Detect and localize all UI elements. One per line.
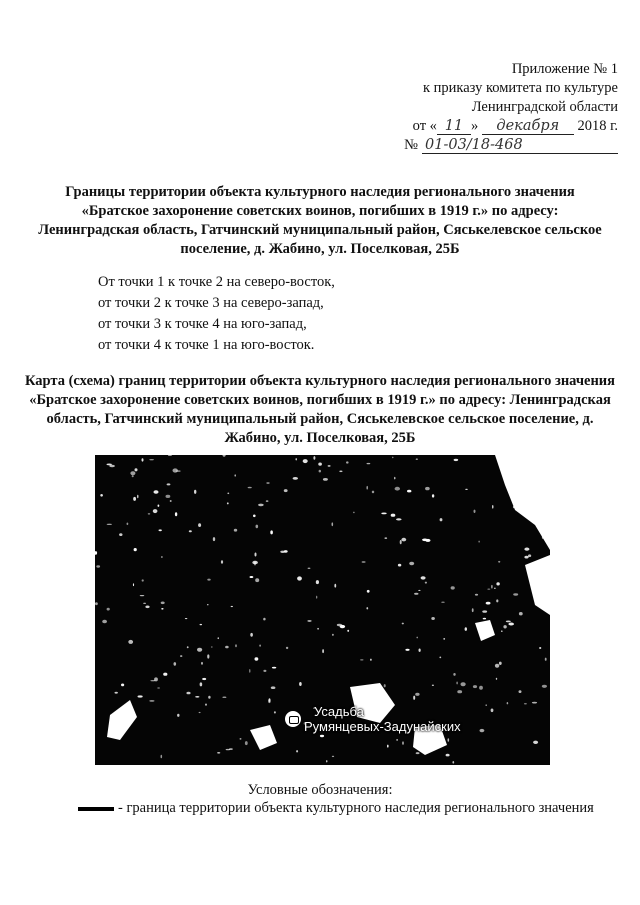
map-speckle [452,761,454,764]
map-speckle [340,625,345,628]
map-speckle [132,475,134,477]
map-speckle [475,594,478,596]
boundaries-title: Границы территории объекта культурного наследия регионального значения «Братское захоронение советских воинов, погибших в 1919 г.» по адресу: Ленинградская область, Гатчинский муниципальный район, Сяськелевское сельское поселение, д. Жабино, ул. Поселковая, 25Б [38,184,602,257]
map-speckle [532,702,537,704]
map-speckle [522,501,525,503]
map-speckle [413,696,415,700]
map-speckle [494,588,495,589]
map-speckle [258,504,264,507]
map-speckle [140,595,145,596]
map-speckle [473,685,477,688]
map-speckle [161,556,163,558]
map-feature-top-right [495,455,550,550]
map-speckle [323,478,328,481]
map-speckle [208,696,210,699]
map-speckle [307,620,311,621]
map-speckle [472,608,474,612]
map-speckle [353,512,354,514]
map-speckle [154,677,158,681]
direction-4: от точки 4 к точке 1 на юго-восток. [98,337,315,353]
appendix-header [404,60,618,155]
map-speckle [163,673,167,676]
map-speckle [271,686,276,689]
map-speckle [402,623,404,625]
map-speckle [517,463,522,467]
map-speckle [414,593,418,595]
map-speckle [367,486,368,490]
map-poi-label [286,704,461,734]
map-speckle [495,664,499,668]
map-speckle [248,487,252,489]
map-speckle [175,512,177,516]
map-speckle [308,568,311,569]
map-speckle [542,685,547,688]
date-mid: » [470,118,479,134]
map-speckle [498,561,500,563]
map-speckle [107,524,112,525]
map-speckle [531,486,534,490]
map-speckle [137,495,138,498]
map-speckle [158,505,160,507]
map-speckle [496,582,499,585]
map-speckle [415,693,419,696]
map-speckle [326,760,327,762]
map-speckle [286,647,288,649]
map-speckle [396,518,402,520]
map-speckle [431,617,435,620]
map-speckle [360,659,363,660]
map-speckle [533,456,536,459]
map-speckle [96,565,100,567]
map-speckle [482,610,487,612]
map-speckle [394,477,395,480]
map-speckle [381,513,386,515]
map-speckle [479,541,480,543]
map-speckle [115,692,118,694]
date-year: 2018 г. [577,118,618,134]
map-speckle [185,618,188,619]
date-day-handwritten: 11 [437,119,471,135]
map-speckle [485,705,487,706]
poi-label-line2: Румянцевых-Задунайских [304,719,461,734]
map-speckle [297,576,302,580]
map-speckle [296,458,297,460]
map-speckle [528,554,531,557]
map-speckle [255,553,257,557]
map-speckle [509,490,513,493]
map-speckle [543,586,548,589]
map-speckle [303,459,308,463]
map-speckle [387,745,389,748]
map-speckle [186,692,190,695]
map-speckle [195,696,199,698]
map-speckle [142,458,144,461]
map-speckle [419,649,421,652]
map-speckle [491,709,494,713]
boundary-line-symbol [78,807,114,811]
map-speckle [198,523,201,527]
map-speckle [166,495,171,498]
map-speckle [225,646,229,649]
map-speckle [440,518,443,521]
appendix-title: Приложение № 1 [511,61,618,77]
map-speckle [221,560,223,563]
map-title: Карта (схема) границ территории объекта культурного наследия регионального значения «Братское захоронение советских воинов, погибших в 1919 г.» по адресу: Ленинградская область, Гатчинский муниципальный район, Сяськелевское сельское поселение, д. Жабино, ул. Поселковая, 25Б [24,373,616,446]
directions-list [98,272,335,356]
map-speckle [545,658,547,661]
map-speckle [249,669,250,673]
map-speckle [189,530,192,532]
map-speckle [194,490,196,494]
map-speckle [501,630,503,632]
direction-1: От точки 1 к точке 2 на северо-восток, [98,274,335,290]
map-speckle [453,673,455,676]
map-speckle [296,750,298,752]
map-speckle [157,688,160,689]
map-speckle [328,465,331,467]
map-speckle [109,465,115,468]
map-speckle [284,489,288,492]
map-speckle [253,515,256,518]
map-speckle [95,602,98,605]
map-speckle [223,455,226,457]
map-speckle [159,529,162,531]
number-handwritten: 01-03/18-468 [422,138,618,154]
map-speckle [384,538,387,539]
direction-3: от точки 3 к точке 4 на юго-запад, [98,316,307,332]
map-speckle [135,468,138,471]
map-speckle [422,539,428,542]
map-speckle [226,749,231,750]
map-speckle [439,657,441,659]
map-speckle [432,494,434,497]
map-speckle [421,576,426,579]
map-speckle [332,634,334,636]
map-speckle [519,612,523,615]
map-speckle [542,535,543,539]
map-speckle [332,756,334,757]
map-speckle [167,483,171,485]
map-speckle [401,538,406,542]
map-speckle [524,548,529,551]
map-speckle [416,741,419,742]
map-speckle [128,640,133,644]
poi-label-line1: Усадьба [314,704,364,719]
map-speckle [524,703,527,704]
date-prefix: от « [412,118,437,134]
map-speckle [168,455,172,456]
map-speckle [134,548,137,551]
map-speckle [479,686,483,690]
map-speckle [100,494,103,497]
appendix-date [404,117,618,136]
map-speckle [370,659,372,661]
map-speckle [207,579,210,581]
map-speckle [492,505,493,509]
map-speckle [346,461,349,463]
map-speckle [543,595,548,598]
map-speckle [361,691,365,695]
map-feature-lower-mid [250,725,277,750]
map-speckle [524,556,528,559]
map-speckle [441,602,444,603]
map-speckle [121,684,124,687]
map-speckle [218,637,219,639]
map-speckle [523,482,526,483]
map-speckle [416,752,420,754]
map-speckle [200,624,203,625]
map-speckle [176,470,181,471]
map-speckle [513,506,515,509]
map-speckle [465,489,468,490]
map-speckle [451,586,455,589]
map-speckle [284,550,288,553]
map-speckle [255,578,259,582]
map-speckle [200,682,203,686]
map-speckle [127,523,129,526]
map-speckle [240,738,242,740]
map-speckle [461,682,466,686]
map-speckle [499,662,502,665]
map-speckle [362,561,366,562]
map-speckle [374,686,378,689]
map-speckle [119,533,122,536]
map-speckle [400,540,402,544]
map-speckle [145,606,149,609]
map-speckle [448,738,450,742]
map-speckle [418,590,420,591]
map-speckle [507,702,509,704]
map-speckle [143,603,146,604]
map-speckle [161,608,163,610]
map-speckle [480,729,485,732]
map-speckle [263,670,266,672]
map-speckle [486,602,491,605]
legend-boundary-text: - граница территории объекта культурного наследия регионального значения [118,800,594,816]
map-speckle [319,470,321,473]
map-speckle [506,621,511,623]
map-speckle [107,608,110,611]
date-month-handwritten: декабря [482,119,574,135]
map-speckle [316,596,317,599]
map-speckle [250,576,254,578]
map-speckle [235,644,236,647]
map-speckle [539,647,541,649]
map-speckle [339,471,342,473]
map-speckle [180,655,182,656]
map-speckle [456,682,457,685]
map-speckle [513,593,518,595]
map-speckle [392,457,393,459]
map-speckle [416,459,418,460]
map-speckle [508,623,514,626]
map-speckle [95,551,97,555]
map-speckle [519,690,522,693]
map-speckle [474,510,476,513]
map-speckle [199,712,201,713]
map-speckle [161,755,163,759]
map-speckle [256,525,259,529]
map-speckle [425,487,430,490]
map-speckle [396,739,398,741]
map-feature-mid-right [475,620,495,641]
map-speckle [268,699,270,703]
map-speckle [177,714,179,717]
map-speckle [235,474,236,476]
map-speckle [496,678,497,680]
map-speckle [272,667,276,669]
map-speckle [133,583,134,586]
map-speckle [234,529,237,532]
map-speckle [417,637,418,639]
map-speckle [266,482,269,484]
map-speckle [274,711,276,713]
map-speckle [269,734,273,738]
map-speckle [201,662,203,665]
map-speckle [503,625,506,628]
map-speckle [496,599,498,602]
map-speckle [266,500,269,502]
map-speckle [130,471,135,475]
map-speckle [245,741,248,745]
map-speckle [391,514,396,517]
map-speckle [148,513,151,514]
map-speckle [402,741,404,744]
map-speckle [222,697,226,698]
map-speckle [443,638,445,640]
map-speckle [491,585,492,589]
map-speckle [533,741,538,744]
appendix-number [404,136,618,155]
map-speckle [154,490,159,494]
map-speckle [174,662,177,666]
map-speckle [318,463,322,466]
map-speckle [313,456,315,460]
map-speckle [213,537,215,541]
map-speckle [483,618,486,620]
map-speckle [366,607,368,609]
map-speckle [227,502,229,504]
map-speckle [102,620,107,624]
map-speckle [454,459,459,461]
map-speckle [332,522,334,526]
map-speckle [293,477,298,480]
map-speckle [487,589,490,590]
map-speckle [255,657,259,660]
legend-boundary [78,800,594,817]
map-speckle [465,627,467,631]
map-feature-left-bottom [107,700,137,740]
map-speckle [250,633,253,637]
map-speckle [207,604,208,605]
map-speckle [252,561,258,565]
map-speckle [409,562,414,565]
map-speckle [398,564,401,567]
map-speckle [227,493,229,495]
map-speckle [384,684,386,687]
map-speckle [170,500,172,502]
map-speckle [457,690,462,693]
map-speckle [347,630,349,632]
map-speckle [149,700,154,702]
map-speckle [142,579,144,581]
map-speckle [320,735,324,737]
appendix-order-ref: к приказу комитета по культуре [422,80,618,96]
map-speckle [259,645,261,647]
map-speckle [405,649,409,651]
map-speckle [334,584,336,588]
number-prefix: № [404,137,418,153]
map-speckle [367,590,370,593]
map-speckle [395,487,400,491]
map-speckle [317,628,319,630]
map-speckle [197,648,202,652]
map-speckle [133,497,136,501]
map-speckle [270,530,273,534]
map-speckle [367,463,371,464]
map-speckle [138,695,143,697]
map-speckle [207,654,209,658]
map-speckle [322,649,324,653]
map-speckle [432,685,434,686]
map-speckle [187,646,189,648]
map-speckle [540,455,542,458]
map-speckle [149,459,154,460]
map-speckle [211,647,213,648]
map-speckle [372,491,374,494]
map-speckle [231,606,233,607]
legend-title: Условные обозначения: [247,782,393,798]
map-speckle [217,752,220,754]
map-speckle [407,490,411,493]
appendix-region: Ленинградской области [471,99,618,115]
map-speckle [425,582,427,584]
map-speckle [316,580,319,584]
map-speckle [153,509,158,513]
map-feature-right-edge [525,555,550,615]
map-speckle [205,704,207,706]
map-speckle [263,618,265,621]
map-speckle [446,754,450,757]
direction-2: от точки 2 к точке 3 на северо-запад, [98,295,324,311]
map-speckle [202,678,206,680]
map-speckle [299,682,302,686]
map-speckle [161,602,165,605]
